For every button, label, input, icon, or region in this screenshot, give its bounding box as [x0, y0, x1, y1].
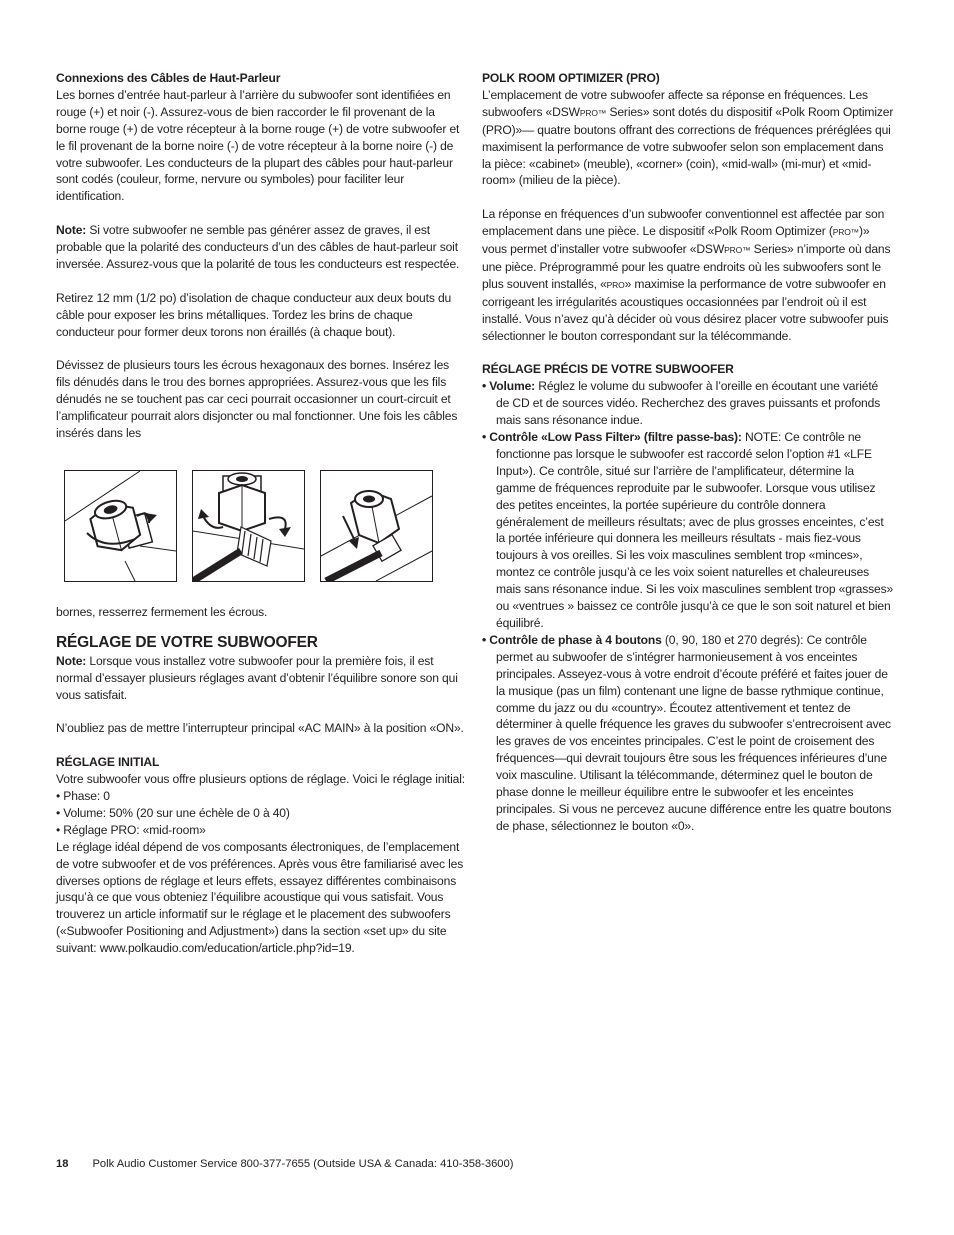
illustration-unscrew-nut [64, 470, 177, 582]
text-run: » maximise la performance de votre subwoofer en corrigeant les irrégularités acoustiques occasionnées par l’endroit où il est installé. Vous n’avez qu’à décider où vous désirez placer votre subwoofer puis sélectionner le bouton correspondant sur la télécommande. [482, 276, 889, 343]
pro-trademark: PRO™ [832, 227, 860, 238]
paragraph-terminals: Les bornes d’entrée haut-parleur à l’arrière du subwoofer sont identifiées en rouge (+) et noir (-). Assurez-vous de bien raccorder le fil provenant de la borne rouge (+) de votre récepteur à la borne rouge (+) de votre subwoofer et le fil provenant de la borne noire (-) de votre récepteur à la borne noire (-) de votre subwoofer. Les conducteurs de la plupart des câbles pour haut-parleur sont codés (couleur, forme, nervure ou symboles) pour faciliter leur identification. [56, 87, 460, 204]
heading-fine-tuning: RÉGLAGE PRÉCIS DE VOTRE SUBWOOFER [482, 362, 734, 377]
note-polarity [56, 222, 466, 273]
paragraph-initial-options: Votre subwoofer vous offre plusieurs options de réglage. Voici le réglage initial: [56, 772, 465, 787]
list-item-phase: • Phase: 0 [56, 789, 110, 804]
list-item-pro: • Réglage PRO: «mid-room» [56, 822, 206, 837]
binding-post-tighten-icon [321, 471, 432, 581]
bullet-label: • Volume: [482, 379, 536, 394]
pro-trademark: PRO™ [724, 245, 751, 256]
text-run: )» vous permet d’installer votre subwoofer «DSW [482, 224, 870, 257]
page-footer [56, 1158, 513, 1170]
paragraph-optimizer-intro [482, 87, 894, 189]
left-column [56, 70, 466, 957]
heading-subwoofer-setup: RÉGLAGE DE VOTRE SUBWOOFER [56, 633, 318, 651]
pro-trademark: PRO™ [579, 107, 607, 118]
list-item-volume: • Volume: 50% (20 sur une échèle de 0 à 40) [56, 805, 290, 820]
bullet-low-pass-filter [482, 429, 894, 632]
heading-speaker-connections: Connexions des Câbles de Haut-Parleur [56, 71, 281, 85]
note-text: Lorsque vous installez votre subwoofer pour la première fois, il est normal d’essayer plusieurs réglages avant d’obtenir l’équilibre sonore son qui vous satisfait. [56, 653, 458, 702]
note-label: Note: [56, 653, 87, 668]
paragraph-optimizer-details [482, 206, 894, 344]
bullet-phase-control [482, 632, 894, 835]
bullet-label: • Contrôle «Low Pass Filter» (filtre passe-bas): [482, 430, 742, 444]
paragraph-insert-wires: Dévissez de plusieurs tours les écrous hexagonaux des bornes. Insérez les fils dénudés dans le trou des bornes appropriées. Assurez-vous que les fils dénudés ne se touchent pas car ceci pourrait occasionner un court-circuit et l’amplificateur pourrait alors disjoncter ou mal fonctionner. Une fois les câbles insérés dans les [56, 358, 458, 440]
text-run: L’emplacement de votre subwoofer affecte sa réponse en fréquences. Les subwoofers «DSW [482, 87, 868, 119]
heading-initial-setup: RÉGLAGE INITIAL [56, 755, 160, 770]
text-run: Series» sont dotés du dispositif «Polk Room Optimizer (PRO)»— quatre boutons offrant des corrections de fréquences préréglées qui maximisent la performance de votre subwoofer selon son emplacement dans la pièce: «cabinet» (meuble), «corner» (coin), «mid-wall» (mi-mur) et «mid-room» (milieu de la pièce). [482, 104, 894, 188]
illustration-tighten-nut [320, 470, 433, 582]
bullet-text: NOTE: Ce contrôle ne fonctionne pas lorsque le subwoofer est raccordé selon l’option #1 «LFE Input»). Ce contrôle, situé sur l’arrière de l’amplificateur, détermine la gamme de fréquences reproduite par le subwoofer. Lorsque vous utilisez des petites enceintes, la portée supérieure du contrôle donnera généralement de meilleurs résultats; avec de plus grosses enceintes, c’est la portée inférieure qui donnera les meilleurs résultats - mais fiez-vous toujours à vos oreilles. Si les voix masculines semblent trop «minces», montez ce contrôle jusqu’à ce les voix soient naturelles et chaleureuses mais sans résonance indue. Si les voix masculines semblent trop «grasses» ou «ventrues » baissez ce contrôle jusqu’à ce que le son soit naturel et bien équilibré. [496, 430, 894, 630]
bullet-volume [482, 378, 894, 429]
terminal-illustrations [64, 470, 466, 582]
paragraph-strip-wires: Retirez 12 mm (1/2 po) d’isolation de chaque conducteur aux deux bouts du câble pour exposer les brins métalliques. Tordez les brins de chaque conducteur pour former deux torons non éraillés (à chaque bout). [56, 290, 452, 339]
right-column [482, 70, 894, 835]
illustration-insert-wire [192, 470, 305, 582]
customer-service-line: Polk Audio Customer Service 800-377-7655 (Outside USA & Canada: 410-358-3600) [92, 1158, 514, 1170]
binding-post-unscrew-icon [65, 471, 176, 581]
heading-room-optimizer: POLK ROOM OPTIMIZER (PRO) [482, 71, 660, 85]
paragraph-ac-main: N’oubliez pas de mettre l’interrupteur principal «AC MAIN» à la position «ON». [56, 721, 464, 736]
text-run: Series» n’importe où dans une pièce. Préprogrammé pour les quatre endroits où les subwoofers sont le plus souvent installés, « [482, 242, 891, 291]
binding-post-insert-icon [193, 471, 304, 581]
bullet-text: Réglez le volume du subwoofer à l’oreille en écoutant une variété de CD et de sources vidéo. Recherchez des graves puissants et profonds mais sans résonance indue. [496, 379, 881, 428]
note-label: Note: [56, 223, 87, 238]
bullet-label: • Contrôle de phase à 4 boutons [482, 632, 662, 647]
note-first-setup [56, 653, 466, 704]
paragraph-tighten-nuts: bornes, resserrez fermement les écrous. [56, 604, 268, 619]
text-run: La réponse en fréquences d’un subwoofer conventionnel est affectée par son emplacement dans une pièce. Le dispositif «Polk Room Optimizer ( [482, 207, 885, 239]
bullet-text: (0, 90, 180 et 270 degrés): Ce contrôle permet au subwoofer de s’intégrer harmonieusement à vos enceintes principales. Asseyez-vous à votre endroit d’écoute préféré et faites jouer de la musique (pas un film) contenant une ligne de basse rythmique continue, comme du jazz ou du «country». Écoutez attentivement et tentez de déterminer à quelle fréquence les graves du subwoofer s’entrecroisent avec les graves de vos enceintes principales. C’est le point de croisement des fréquences—qui devrait toujours être sous les fréquences inférieures d’une voix masculine. Utilisant la télécommande, déterminez quel le bouton de phase donne le meilleur équilibre entre le subwoofer et les enceintes principales. Si vous ne percevez aucune différence entre les quatre boutons de phase, sélectionnez le bouton «0». [496, 632, 892, 833]
pro-smallcaps: PRO [606, 279, 625, 290]
paragraph-ideal-setup: Le réglage idéal dépend de vos composants électroniques, de l’emplacement de votre subwoofer et de vos préférences. Après vous être familiarisé avec les diverses options de réglage et leurs effets, essayez différentes combinaisons jusqu’à ce que vous obteniez l’équilibre acoustique qui vous satisfait. Vous trouverez un article informatif sur le réglage et le placement des subwoofers («Subwoofer Positioning and Adjustment») dans la section «set up» du site suivant: www.polkaudio.com/education/article.php?id=19. [56, 839, 464, 956]
page-number: 18 [56, 1158, 69, 1170]
note-text: Si votre subwoofer ne semble pas générer assez de graves, il est probable que la polarité des conducteurs d’un des câbles de haut-parleur soit inversée. Assurez-vous que la polarité de tous les conducteurs est respectée. [56, 223, 460, 271]
